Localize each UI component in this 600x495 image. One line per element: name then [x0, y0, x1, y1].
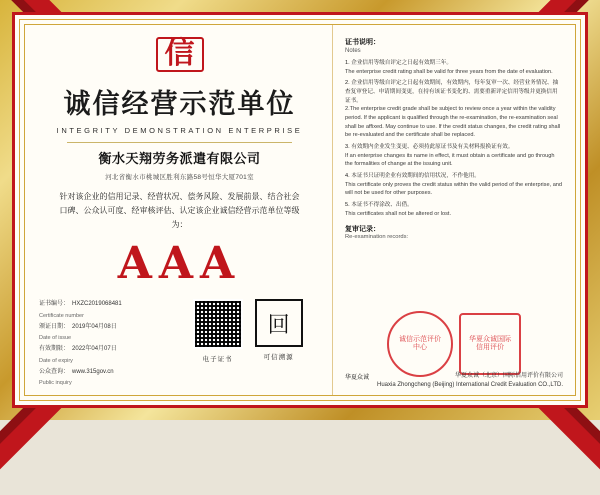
qr-code-block[interactable] [193, 299, 243, 363]
certificate-inner-border [12, 12, 588, 408]
divider [67, 142, 292, 143]
field-date-of-issue [39, 322, 189, 334]
signature-label: 华夏众诚 [345, 375, 370, 382]
note-item [345, 201, 563, 218]
qr-code-icon[interactable] [193, 299, 243, 349]
notes-title-english: Notes [345, 48, 361, 54]
re-examination-title: 复审记录： [345, 226, 380, 234]
issuer-seal-icon [459, 313, 521, 375]
integrity-seal-icon: 信 [156, 37, 204, 72]
field-value: HXZC2019068481 [72, 301, 122, 308]
traceability-code-block[interactable] [255, 299, 303, 361]
field-certificate-number [39, 299, 189, 311]
qr-code-label: 电子证书 [202, 356, 233, 364]
field-label: 证书编号： [39, 301, 70, 308]
certificate-left-section [25, 25, 333, 395]
field-label-en: Date of expiry [39, 357, 73, 364]
field-label: 颁证日期： [39, 323, 70, 330]
field-value: 2022年04月07日 [72, 346, 117, 353]
code-group [189, 299, 320, 389]
note-text-cn: 3. 有效期内企业发生变更、必须持此原证书及有关材料报换证有效。 [345, 143, 514, 150]
field-value[interactable]: www.315gov.cn [72, 368, 114, 375]
page-title: 诚信经营示范单位 [63, 88, 296, 120]
note-item [345, 172, 563, 198]
re-examination-title-english: Re-examination records: [345, 234, 409, 241]
note-item [345, 79, 563, 140]
field-label: 公众查询： [39, 368, 70, 375]
issuer-seal-text: 华夏众诚国际信用评价 [469, 335, 511, 351]
note-text-en: This certificates shall not be altered or lost. [345, 210, 452, 217]
certificate-notes-section [333, 25, 575, 395]
note-item [345, 59, 563, 76]
certificate-body-text: 针对该企业的信用记录、经营状况、偿务风险、发展前景、结合社会口碑、公众认可度、经审核评估、认定该企业诚信经营示范单位等级为： [59, 192, 300, 230]
page-title-english: INTEGRITY DEMONSTRATION ENTERPRISE [56, 125, 303, 135]
field-date-of-expiry [39, 344, 189, 356]
field-label-en: Public inquiry [39, 380, 72, 387]
notes-title: 证书说明： [345, 39, 380, 46]
evaluation-seal-text: 诚信示范评价中心 [399, 335, 441, 351]
issuer-name-en: Huaxia Zhongcheng (Beijing) International Credit Evaluation CO.,LTD. [377, 381, 563, 388]
note-text-cn: 4. 本证书只证明企业有效期间的信用状况，不作他用。 [345, 172, 480, 179]
certificate-meta [39, 299, 320, 389]
field-value: 2019年04月08日 [72, 323, 117, 330]
note-item [345, 143, 563, 169]
field-label-en: Date of issue [39, 335, 72, 342]
stamp-group [343, 311, 565, 377]
field-label-en: Certificate number [39, 313, 84, 320]
traceability-code-icon[interactable]: 回 [255, 299, 303, 347]
note-text-cn: 1. 企业信用等级自评定之日起有效期三年。 [345, 60, 452, 66]
note-text-en: If an enterprise changes its name in effect, it must obtain a certificate and go through the formalities of change at the issuing unit. [345, 152, 555, 168]
note-text-en: The enterprise credit rating shall be valid for three years from the date of evaluation. [345, 68, 553, 75]
note-text-en: This certificate only proves the credit status within the valid period of the enterprise, and will not be used for other purposes. [345, 181, 563, 197]
notes-list [345, 59, 563, 218]
field-public-inquiry[interactable] [39, 367, 189, 379]
signature-row [345, 372, 563, 389]
field-label: 有效期限： [39, 346, 70, 353]
note-text-cn: 2. 企业信用等级自评定之日起有效期间，有效期内，每年复审一次、经营业务情况、抽查复审登记、申请期间变更，在持有该证书变化的、需要重新评定信用等级并更换信用证书。 [345, 80, 559, 104]
certificate-panel [24, 24, 576, 396]
issuer-block [377, 372, 563, 389]
company-name: 衡水天翔劳务派遣有限公司 [98, 151, 261, 167]
company-address: 河北省衡水市桃城区胜利东路58号恒华大厦701室 [105, 174, 254, 182]
evaluation-seal-icon [387, 311, 453, 377]
traceability-code-label: 可信溯源 [263, 354, 294, 362]
credit-grade: AAA [117, 238, 242, 290]
issuer-name-cn: 华夏众诚（北京）国际信用评价有限公司 [454, 373, 563, 380]
note-text-en: 2.The enterprise credit grade shall be subject to review once a year within the validity period. If the applicant is qualified through the re-examination, the re-examination seal shall be affixed. May continue to use. If the credit status changes, the credit rating shall be re-evaluated and the certificate shall be replaced. [345, 106, 561, 139]
certificate-fields [39, 299, 189, 389]
note-text-cn: 5. 本证书不得涂改、出借。 [345, 201, 413, 208]
